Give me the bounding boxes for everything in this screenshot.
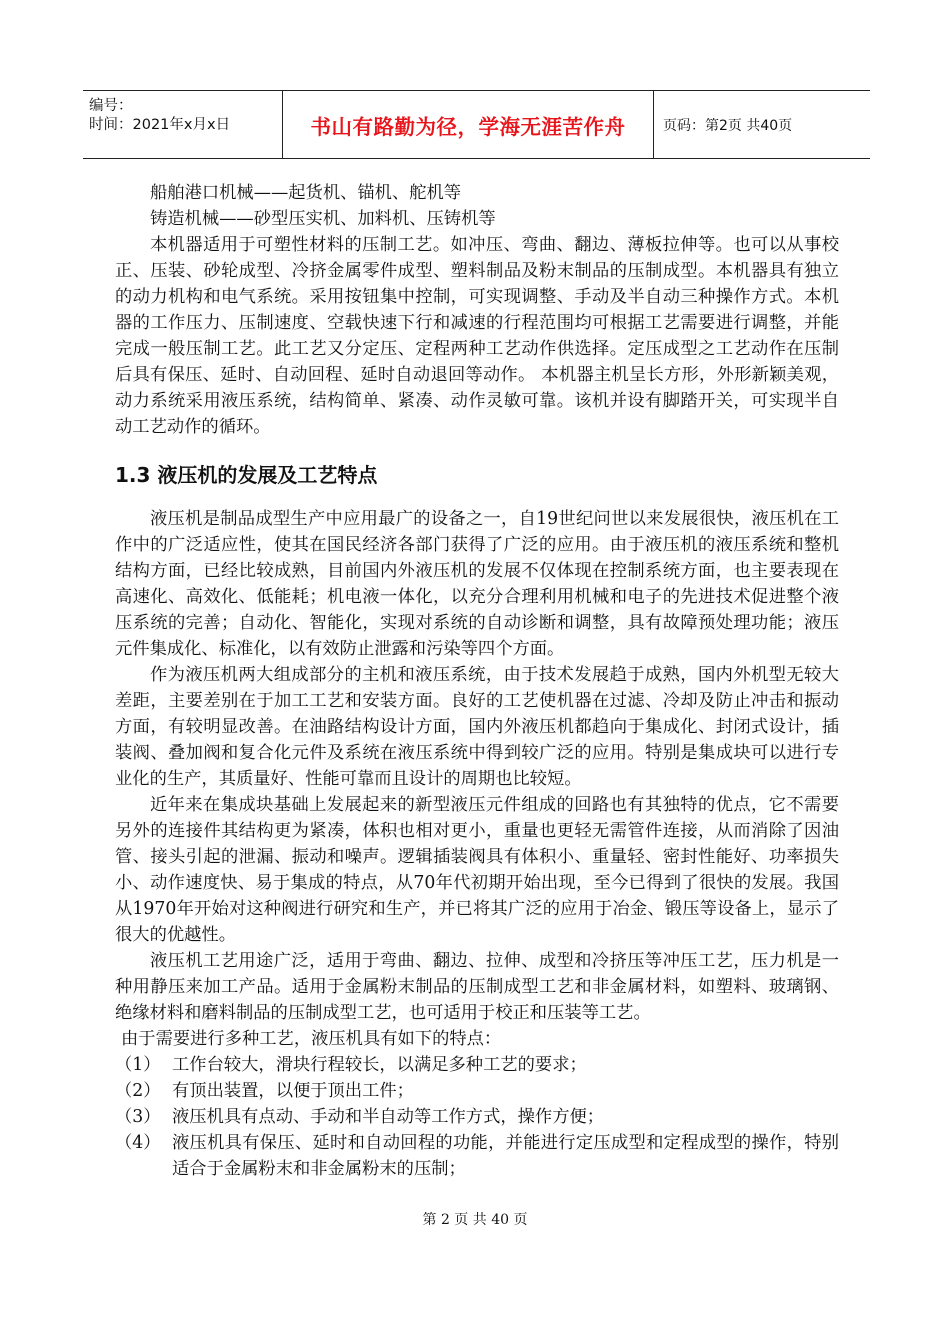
- paragraph: 由于需要进行多种工艺，液压机具有如下的特点：: [121, 1029, 502, 1049]
- list-number: （3）: [115, 1107, 161, 1127]
- paragraph: 液压机是制品成型生产中应用最广的设备之一，自19世纪问世以来发展很快，液压机在工作中的广泛适应性，使其在国民经济各部门获得了广泛的应用。由于液压机的液压系统和整机结构方面，已经比较成熟，目前国内外液压机的发展不仅体现在控制系统方面，也主要表现在高速化、高效化、低能耗；机电液一体化，以充分合理利用机械和电子的先进技术促进整个液压系统的完善；自动化、智能化，实现对系统的自动诊断和调整，具有故障预处理功能；液压元件集成化、标准化，以有效防止泄露和污染等四个方面。: [115, 509, 839, 659]
- list-text: 液压机具有点动、手动和半自动等工作方式，操作方便；: [172, 1107, 605, 1127]
- list-item: [115, 1130, 839, 1182]
- header-meta: [83, 91, 283, 158]
- number-label: 编号：: [89, 98, 133, 114]
- paragraph: 本机器适用于可塑性材料的压制工艺。如冲压、弯曲、翻边、薄板拉伸等。也可以从事校正、压装、砂轮成型、冷挤金属零件成型、塑料制品及粉末制品的压制成型。本机器具有独立的动力机构和电气系统。采用按钮集中控制，可实现调整、手动及半自动三种操作方式。本机器的工作压力、压制速度、空载快速下行和减速的行程范围均可根据工艺需要进行调整，并能完成一般压制工艺。此工艺又分定压、定程两种工艺动作供选择。定压成型之工艺动作在压制后具有保压、延时、自动回程、延时自动退回等动作。 本机器主机呈长方形，外形新颖美观，动力系统采用液压系统，结构简单、紧凑、动作灵敏可靠。该机并设有脚踏开关，可实现半自动工艺动作的循环。: [115, 235, 839, 437]
- list-number: （2）: [115, 1081, 161, 1101]
- feature-list: [115, 1052, 839, 1182]
- paragraph: 近年来在集成块基础上发展起来的新型液压元件组成的回路也有其独特的优点，它不需要另外的连接件其结构更为紧凑，体积也相对更小，重量也更轻无需管件连接，从而消除了因油管、接头引起的泄漏、振动和噪声。逻辑插装阀具有体积小、重量轻、密封性能好、功率损失小、动作速度快、易于集成的特点，从70年代初期开始出现，至今已得到了很快的发展。我国从1970年开始对这种阀进行研究和生产，并已将其广泛的应用于冶金、锻压等设备上，显示了很大的优越性。: [115, 795, 839, 945]
- list-text: 有顶出装置，以便于顶出工件；: [172, 1081, 414, 1101]
- page-header: [83, 90, 870, 159]
- header-page-code: 页码：第2页 共40页: [663, 117, 793, 134]
- paragraph: 铸造机械——砂型压实机、加料机、压铸机等: [150, 209, 496, 229]
- section-title: 1.3 液压机的发展及工艺特点: [115, 463, 378, 487]
- list-item: [115, 1078, 839, 1104]
- page-footer: 第 2 页 共 40 页: [422, 1212, 528, 1228]
- list-text: 液压机具有保压、延时和自动回程的功能，并能进行定压成型和定程成型的操作，特别适合于金属粉末和非金属粉末的压制；: [172, 1133, 839, 1179]
- time-label: 时间：2021年x月x日: [89, 117, 231, 133]
- paragraph: 船舶港口机械——起货机、锚机、舵机等: [150, 183, 462, 203]
- header-motto: 书山有路勤为径，学海无涯苦作舟: [283, 91, 654, 158]
- list-item: [115, 1104, 839, 1130]
- paragraph: 液压机工艺用途广泛，适用于弯曲、翻边、拉伸、成型和冷挤压等冲压工艺，压力机是一种用静压来加工产品。适用于金属粉末制品的压制成型工艺和非金属材料，如塑料、玻璃钢、绝缘材料和磨料制品的压制成型工艺，也可适用于校正和压装等工艺。: [115, 951, 839, 1023]
- paragraph: 作为液压机两大组成部分的主机和液压系统，由于技术发展趋于成熟，国内外机型无较大差距，主要差别在于加工工艺和安装方面。良好的工艺使机器在过滤、冷却及防止冲击和振动方面，有较明显改善。在油路结构设计方面，国内外液压机都趋向于集成化、封闭式设计，插装阀、叠加阀和复合化元件及系统在液压系统中得到较广泛的应用。特别是集成块可以进行专业化的生产，其质量好、性能可靠而且设计的周期也比较短。: [115, 665, 839, 789]
- document-body: [115, 180, 839, 1182]
- list-number: （4）: [115, 1133, 161, 1153]
- list-text: 工作台较大，滑块行程较长，以满足多种工艺的要求；: [172, 1055, 587, 1075]
- list-item: [115, 1052, 839, 1078]
- list-number: （1）: [115, 1055, 161, 1075]
